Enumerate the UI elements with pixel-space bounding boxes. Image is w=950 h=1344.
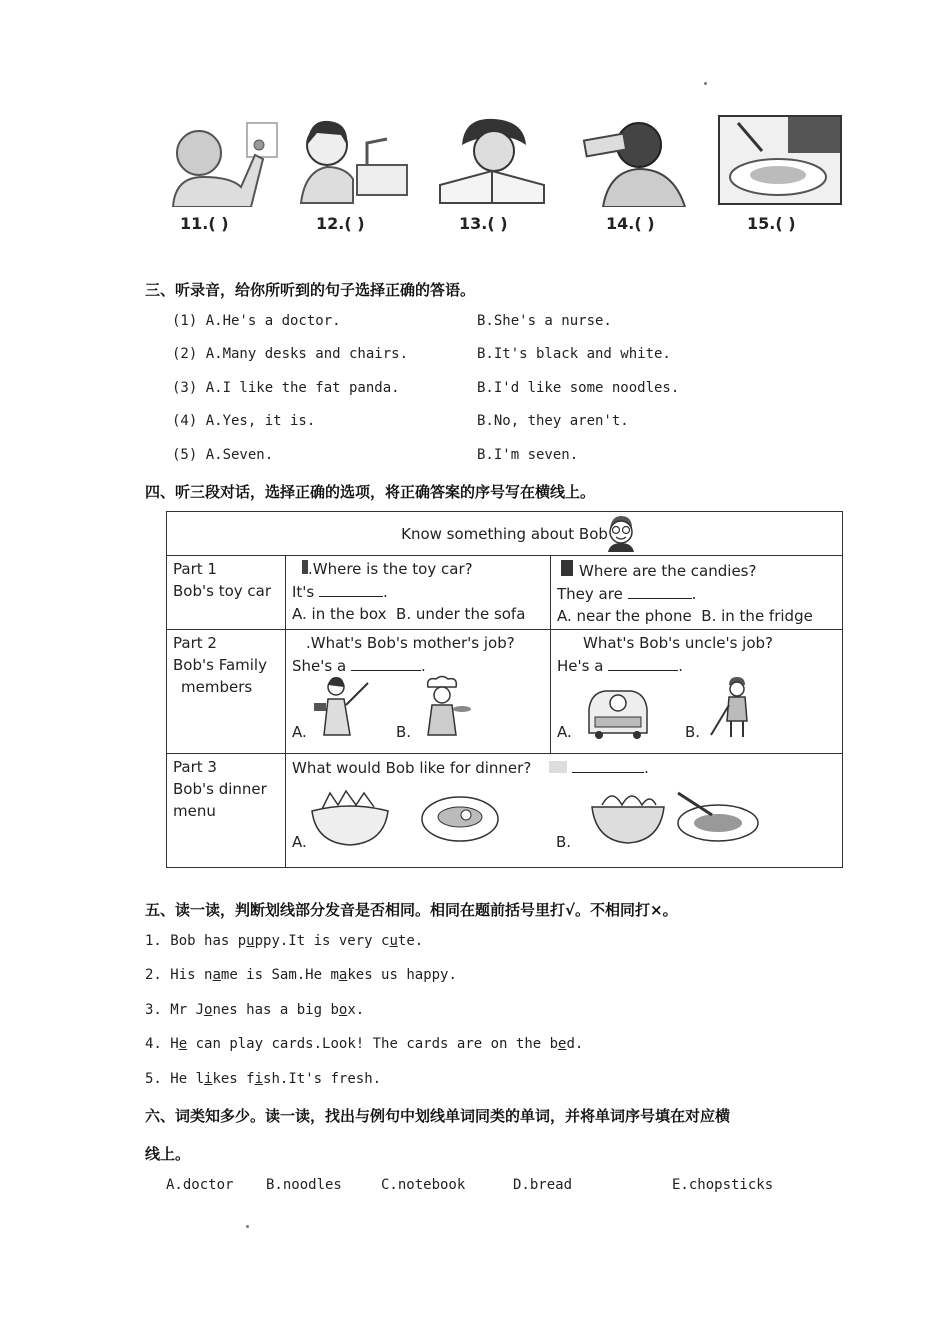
part3-label-cell: [167, 754, 286, 868]
part2-label: Part 2: [173, 634, 217, 652]
part2-q2-opt-b: B.: [685, 723, 701, 741]
boy-drinking-icon: [573, 115, 691, 207]
cook-icon: [412, 675, 472, 739]
girl-at-sink-icon: [297, 115, 415, 207]
s5-item2: 2. His name is Sam.He makes us happy.: [145, 967, 457, 983]
s5-item4: 4. He can play cards.Look! The cards are on the bed.: [145, 1036, 584, 1052]
part2-q2: What's Bob's uncle's job?: [583, 634, 774, 652]
section6-heading-line1: 六、词类知多少。读一读，找出与例句中划线单词同类的单词，并将单词序号填在对应横: [145, 1107, 731, 1125]
cleaner-icon: [705, 675, 765, 739]
part3-sub2: menu: [173, 802, 216, 820]
part1-q2-b: B. in the fridge: [701, 607, 813, 625]
bob-table: [166, 511, 843, 868]
part1-sub: Bob's toy car: [173, 582, 272, 600]
teacher-icon: [310, 675, 370, 739]
bob-table-title: Know something about Bob: [401, 524, 608, 543]
part2-sub1: Bob's Family: [173, 656, 267, 674]
picture-label-15: 15.( ): [747, 214, 796, 233]
part1-q1-a: A. in the box: [292, 605, 387, 623]
part1-q1-cell: .Where is the toy car? It's . A. in the box B. under the sofa: [286, 556, 551, 630]
part3-label: Part 3: [173, 758, 217, 776]
scan-dot: [704, 82, 707, 85]
answer-blank[interactable]: [608, 656, 678, 671]
s3-item5-a: (5) A.Seven.: [172, 447, 274, 463]
part2-q1-opt-b: B.: [396, 723, 412, 741]
picture-plate-of-food: [718, 115, 836, 207]
part3-question-cell: What would Bob like for dinner? . A. B.: [286, 754, 843, 868]
answer-blank[interactable]: [351, 656, 421, 671]
noodle-bowl-icon: [588, 783, 668, 847]
s6-option-d: D.bread: [513, 1177, 573, 1193]
scan-dot: [246, 1225, 249, 1228]
bob-table-title-cell: [167, 512, 843, 556]
boy-reading-icon: [432, 115, 550, 207]
redaction-mark: [561, 560, 573, 576]
answer-blank[interactable]: [572, 758, 644, 773]
part2-label-cell: [167, 630, 286, 754]
part1-label: Part 1: [173, 560, 217, 578]
s3-item4-b: B.No, they aren't.: [477, 413, 629, 429]
part1-label-cell: [167, 556, 286, 630]
picture-label-14: 14.( ): [606, 214, 655, 233]
part2-q2-prefix: He's a: [557, 657, 604, 675]
part2-q1-prefix: She's a: [292, 657, 347, 675]
soup-plate-icon: [672, 787, 766, 847]
picture-girl-at-sink: [297, 115, 415, 207]
part1-q2-cell: Where are the candies? They are . A. near the phone B. in the fridge: [551, 556, 843, 630]
picture-boy-drinking: [573, 115, 691, 207]
part2-q2-cell: What's Bob's uncle's job? He's a . A. B.: [551, 630, 843, 754]
s3-item1-a: (1) A.He's a doctor.: [172, 313, 341, 329]
section6-heading-line2: 线上。: [145, 1145, 191, 1163]
part3-opt-b: B.: [556, 833, 572, 851]
fish-plate-icon: [418, 785, 502, 845]
part3-q: What would Bob like for dinner?: [292, 759, 532, 777]
plate-of-food-icon: [718, 115, 842, 207]
part3-opt-a: A.: [292, 833, 307, 851]
driver-car-icon: [583, 675, 653, 739]
s5-item5: 5. He likes fish.It's fresh.: [145, 1071, 382, 1087]
s3-item1-b: B.She's a nurse.: [477, 313, 612, 329]
s6-option-a: A.doctor: [166, 1177, 234, 1193]
part1-q2-a: A. near the phone: [557, 607, 692, 625]
part2-q2-opt-a: A.: [557, 723, 572, 741]
part1-q1-prefix: It's: [292, 583, 315, 601]
part2-sub2: members: [181, 678, 253, 696]
picture-label-13: 13.( ): [459, 214, 508, 233]
section3-heading: 三、听录音，给你所听到的句子选择正确的答语。: [145, 281, 476, 299]
part1-q2-prefix: They are: [557, 585, 623, 603]
answer-blank[interactable]: [628, 584, 692, 599]
s3-item4-a: (4) A.Yes, it is.: [172, 413, 316, 429]
s5-item3: 3. Mr Jones has a big box.: [145, 1002, 365, 1018]
part2-q1-opt-a: A.: [292, 723, 307, 741]
picture-label-12: 12.( ): [316, 214, 365, 233]
salad-bowl-icon: [308, 785, 392, 849]
part3-sub1: Bob's dinner: [173, 780, 267, 798]
redaction-mark: [549, 761, 567, 773]
s3-item3-a: (3) A.I like the fat panda.: [172, 380, 400, 396]
part1-q1: .Where is the toy car?: [308, 560, 473, 578]
bob-face-icon: [604, 514, 638, 552]
part1-q2: Where are the candies?: [579, 562, 757, 580]
picture-boy-pointing: [163, 115, 281, 207]
part2-q1-cell: .What's Bob's mother's job? She's a . A. B.: [286, 630, 551, 754]
s3-item5-b: B.I'm seven.: [477, 447, 579, 463]
section5-heading: 五、读一读，判断划线部分发音是否相同。相同在题前括号里打√。不相同打×。: [145, 901, 678, 919]
boy-pointing-icon: [163, 115, 281, 207]
picture-boy-reading: [432, 115, 550, 207]
answer-blank[interactable]: [319, 582, 383, 597]
s6-option-b: B.noodles: [266, 1177, 342, 1193]
section4-heading: 四、听三段对话，选择正确的选项，将正确答案的序号写在横线上。: [145, 483, 596, 501]
s3-item2-b: B.It's black and white.: [477, 346, 671, 362]
part2-q1: .What's Bob's mother's job?: [306, 634, 515, 652]
s5-item1: 1. Bob has puppy.It is very cute.: [145, 933, 424, 949]
s6-option-e: E.chopsticks: [672, 1177, 774, 1193]
part1-q1-b: B. under the sofa: [396, 605, 526, 623]
picture-label-11: 11.( ): [180, 214, 229, 233]
s3-item2-a: (2) A.Many desks and chairs.: [172, 346, 409, 362]
s6-option-c: C.notebook: [381, 1177, 466, 1193]
s3-item3-b: B.I'd like some noodles.: [477, 380, 680, 396]
